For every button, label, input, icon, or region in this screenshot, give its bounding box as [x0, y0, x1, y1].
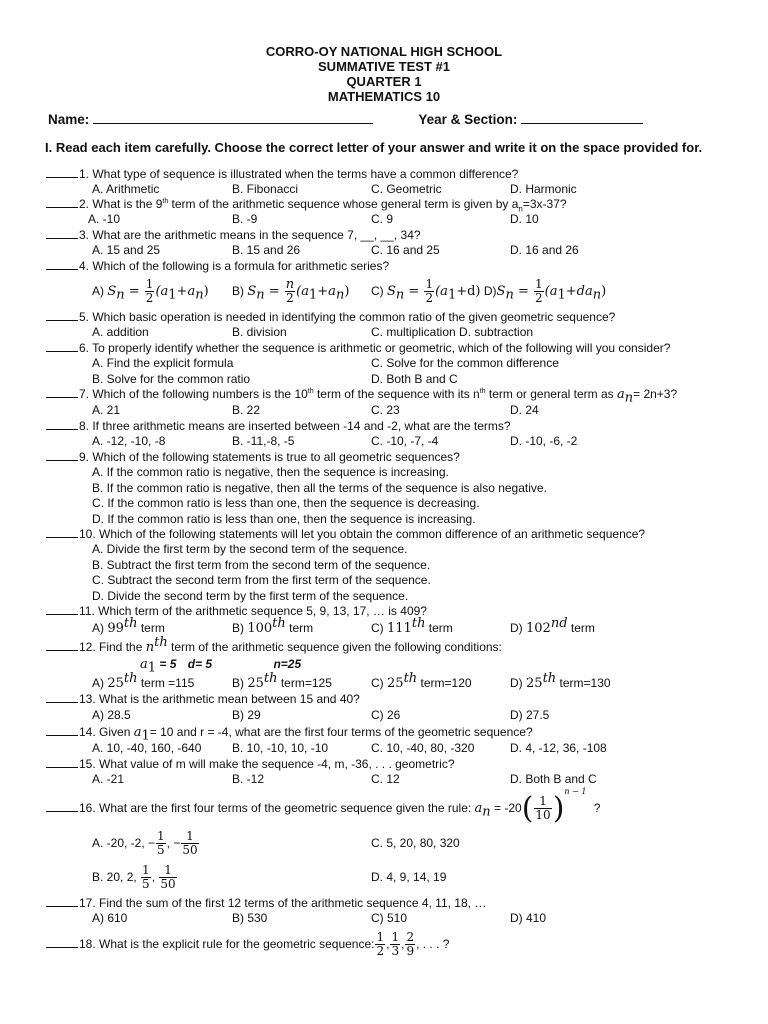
choice-c: C. Subtract the second term from the first term of the sequence. [92, 573, 431, 587]
choice-a: A. 21 [92, 403, 121, 417]
question-6: 6. To properly identify whether the sequence is arithmetic or geometric, which of the following will you consider? [46, 340, 670, 356]
answer-blank[interactable] [46, 341, 78, 352]
choice-d: D) 27.5 [510, 708, 550, 722]
choice-a: A. -12, -10, -8 [92, 434, 166, 448]
question-17: 17. Find the sum of the first 12 terms of the arithmetic sequence 4, 11, 18, … [46, 895, 486, 911]
choice-b: B. 22 [232, 403, 261, 417]
question-16: 16. What are the first four terms of the geometric sequence given the rule: $a_n = -20$( $\frac{1}{10}$ )$^{n - 1}$ ? [46, 791, 600, 825]
answer-blank[interactable] [46, 757, 78, 768]
choice-c-and-d: C) $S_n$ = $\frac{1}{2}$ $(a_1+d) D)S_n$ = $\frac{1}{2}$ $(a_1+da_n)$ [371, 277, 607, 306]
answer-blank[interactable] [46, 310, 78, 321]
section-field[interactable] [521, 111, 643, 124]
choice-b: B. division [232, 325, 287, 339]
quarter-label: QUARTER 1 [346, 74, 422, 89]
answer-blank[interactable] [46, 167, 78, 178]
choice-b: B. Solve for the common ratio [92, 372, 251, 386]
choice-c: C) 510 [371, 911, 408, 925]
choice-b: B. If the common ratio is negative, then all the terms of the sequence is also negative. [92, 481, 547, 495]
choice-a: A. 10, -40, 160, -640 [92, 741, 202, 755]
choice-b: B. -9 [232, 212, 258, 226]
choice-c-and-d: C. multiplication D. subtraction [371, 325, 534, 339]
choice-a: A. 15 and 25 [92, 243, 161, 257]
question-9: 9. Which of the following statements is true to all geometric sequences? [46, 449, 460, 465]
choice-a: A. -10 [88, 212, 121, 226]
choice-d: D. -10, -6, -2 [510, 434, 578, 448]
choice-a: A) $S_n$ = $\frac{1}{2}$ $(a_1+a_n)$ [92, 277, 209, 306]
choice-b: B) $S_n$ = $\frac{n}{2}$ $(a_1+a_n)$ [232, 277, 350, 306]
answer-blank[interactable] [46, 801, 78, 812]
question-18: 18. What is the explicit rule for the geometric sequence: $\frac{1}{2}$ , $\frac{1}{3}$ , $\frac{2}{9}$ , . . . ? [46, 928, 449, 960]
choice-c: C. 12 [371, 772, 400, 786]
fraction: $\frac{1}{2}$ [145, 277, 154, 306]
answer-blank[interactable] [46, 896, 78, 907]
choice-b: B. 20, 2, $\frac{1}{5}$ , $\frac{1}{50}$ [92, 863, 176, 892]
fraction: $\frac{1}{2}$ [425, 277, 434, 306]
choice-a: A. If the common ratio is negative, then the sequence is increasing. [92, 465, 449, 479]
answer-blank[interactable] [46, 450, 78, 461]
choice-c: C. Solve for the common difference [371, 356, 559, 370]
section-label: Year & Section: [418, 112, 518, 127]
choice-b: B) 100th term [232, 616, 314, 636]
answer-blank[interactable] [46, 527, 78, 538]
choice-d: D. 16 and 26 [510, 243, 579, 257]
choice-b: B. 10, -10, 10, -10 [232, 741, 329, 755]
choice-b: B. Subtract the first term from the second term of the sequence. [92, 558, 431, 572]
answer-blank[interactable] [46, 725, 78, 736]
question-2: 2. What is the 9th term of the arithmetic sequence whose general term is given by $a_n=3x-37$? [46, 196, 567, 212]
instructions: I. Read each item carefully. Choose the correct letter of your answer and write it on the space provided for. [45, 140, 703, 155]
choice-d: D. Both B and C [371, 372, 458, 386]
name-row [48, 111, 738, 127]
choice-a: A) 28.5 [92, 708, 131, 722]
choice-d: D) 102nd term [510, 616, 595, 636]
choice-c: C. Geometric [371, 182, 442, 196]
choice-a: A) 610 [92, 911, 128, 925]
question-12: 12. Find the $n^{th}$ term of the arithmetic sequence given the following conditions: [46, 639, 502, 655]
choice-a: A. -20, -2, − $\frac{1}{5}$ , − $\frac{1}{50}$ [92, 829, 198, 858]
choice-d: D. 10 [510, 212, 539, 226]
choice-b: B. 15 and 26 [232, 243, 301, 257]
question-10: 10. Which of the following statements will let you obtain the common difference of an arithmetic sequence? [46, 526, 645, 542]
question-7: 7. Which of the following numbers is the 10th term of the sequence with its $n^{th}$ term or general term as $a_n= 2n+3$? [46, 386, 677, 402]
fraction: $\frac{n}{2}$ [285, 277, 295, 306]
choice-b: B) 530 [232, 911, 268, 925]
name-field[interactable] [93, 111, 373, 124]
choice-c: C. 10, -40, 80, -320 [371, 741, 475, 755]
choice-d: D) 25th term=130 [510, 671, 611, 691]
choice-c: C) 25th term=120 [371, 671, 472, 691]
question-15: 15. What value of m will make the sequence -4, m, -36, . . . geometric? [46, 756, 455, 772]
choice-c: C) 111th term [371, 616, 453, 636]
question-4: 4. Which of the following is a formula for arithmetic series? [46, 258, 389, 274]
choice-c: C. If the common ratio is less than one, then the sequence is decreasing. [92, 496, 480, 510]
school-name: CORRO-OY NATIONAL HIGH SCHOOL [265, 44, 503, 59]
choice-a: A. Divide the first term by the second term of the sequence. [92, 542, 408, 556]
question-13: 13. What is the arithmetic mean between 15 and 40? [46, 691, 360, 707]
choice-d: D. Both B and C [510, 772, 597, 786]
choice-b: B) 29 [232, 708, 261, 722]
choice-a: A. addition [92, 325, 149, 339]
answer-blank[interactable] [46, 259, 78, 270]
choice-c: C. 16 and 25 [371, 243, 440, 257]
choice-a: A. Arithmetic [92, 182, 160, 196]
choice-c: C. 9 [371, 212, 394, 226]
choice-a: A) 25th term =115 [92, 671, 195, 691]
choice-a: A) 99th term [92, 616, 165, 636]
answer-blank[interactable] [46, 197, 78, 208]
test-title: SUMMATIVE TEST #1 [318, 59, 450, 74]
choice-b: B. Fibonacci [232, 182, 299, 196]
choice-c: C. 5, 20, 80, 320 [371, 836, 460, 850]
fraction: $\frac{1}{10}$ [535, 794, 551, 823]
choice-d: D. If the common ratio is less than one, then the sequence is increasing. [92, 512, 476, 526]
choice-d: D. Harmonic [510, 182, 577, 196]
choice-d: D. 4, 9, 14, 19 [371, 870, 447, 884]
choice-d: D. 24 [510, 403, 539, 417]
answer-blank[interactable] [46, 692, 78, 703]
choice-d: D. 4, -12, 36, -108 [510, 741, 607, 755]
choice-c: C) 26 [371, 708, 401, 722]
question-3: 3. What are the arithmetic means in the sequence 7, __, __, 34? [46, 227, 421, 243]
conditions: $a_1 = 5$ d= 5 n=25 [140, 657, 302, 676]
name-label: Name: [48, 112, 90, 127]
choice-d: D) 410 [510, 911, 547, 925]
question-5: 5. Which basic operation is needed in identifying the common ratio of the given geometric sequence? [46, 309, 615, 325]
answer-blank[interactable] [46, 387, 78, 398]
choice-c: C. -10, -7, -4 [371, 434, 439, 448]
choice-c: C. 23 [371, 403, 400, 417]
question-1: 1. What type of sequence is illustrated when the terms have a common difference? [46, 166, 518, 182]
choice-d: D. Divide the second term by the first term of the sequence. [92, 589, 409, 603]
answer-blank[interactable] [46, 604, 78, 615]
answer-blank[interactable] [46, 640, 78, 651]
answer-blank[interactable] [46, 228, 78, 239]
answer-blank[interactable] [46, 419, 78, 430]
question-8: 8. If three arithmetic means are inserted between -14 and -2, what are the terms? [46, 418, 511, 434]
choice-b: B. -12 [232, 772, 265, 786]
fraction: $\frac{1}{2}$ [534, 277, 543, 306]
subject-label: MATHEMATICS 10 [327, 89, 441, 104]
answer-blank[interactable] [46, 937, 78, 948]
choice-a: A. Find the explicit formula [92, 356, 234, 370]
question-11: 11. Which term of the arithmetic sequence 5, 9, 13, 17, … is 409? [46, 603, 427, 619]
choice-b: B. -11,-8, -5 [232, 434, 295, 448]
question-14: 14. Given $a_1= 10$ and r = -4, what are the first four terms of the geometric sequence? [46, 724, 533, 740]
choice-b: B) 25th term=125 [232, 671, 332, 691]
choice-a: A. -21 [92, 772, 125, 786]
test-header [0, 44, 768, 104]
